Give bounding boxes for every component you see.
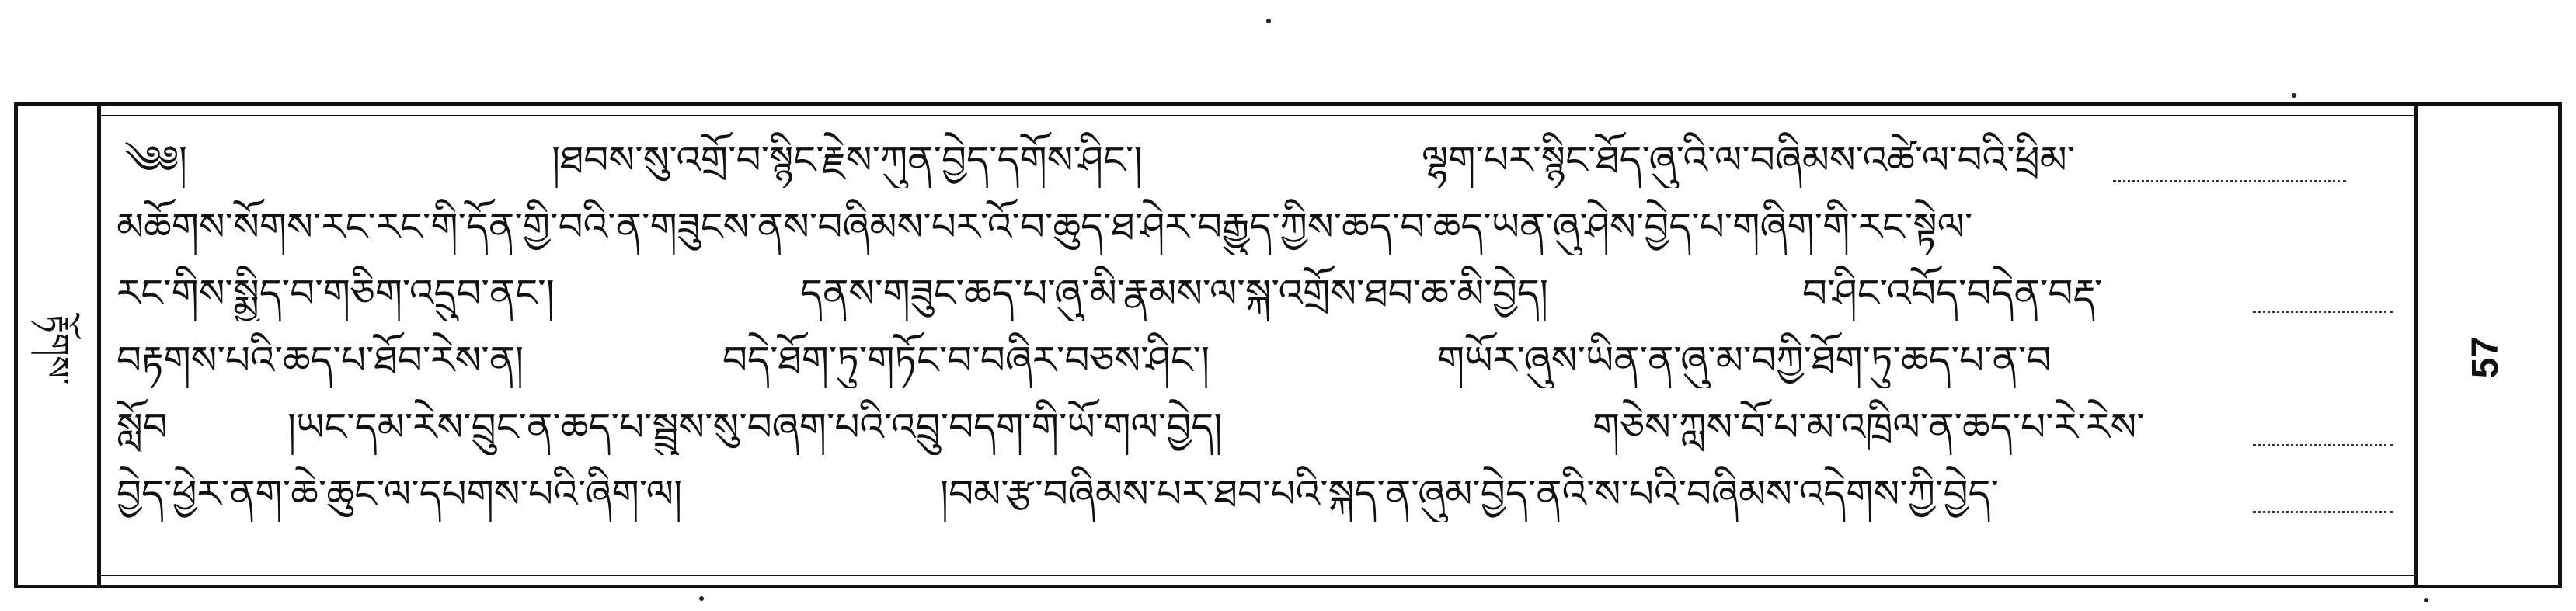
- line-segment: ལྷག་པར་སྙིང་ཐོད་ཞུ་འི་ལ་བཞིམས་འཚེ་ལ་བའི་ཕྲིམ་: [1422, 137, 2076, 182]
- line-segment: །ཐབས་སུ་འགྲོ་བ་སྙིང་རྗེས་ཀུན་བྱེད་དགོས་ཤིང་།: [552, 137, 1143, 182]
- line-segment: གཅེས་ཀླས་བོ་པ་མ་འཁྲིལ་ན་ཆད་པ་རེ་རེས་: [1593, 404, 2145, 450]
- line-segment: །ཡང་དམ་རེས་བྲུང་ན་ཆད་པ་སྦྲུས་སུ་བཞག་པའི་འབྲུ་བདག་གི་ཡོ་གལ་བྱེད།: [287, 404, 1223, 450]
- margin-title: [34, 233, 81, 466]
- line-segment: དནས་གཟུང་ཆད་པ་ཞུ་མི་རྣམས་ལ་སྐ་འགྲོས་ཐབ་ཆ་མི་བྱེད།: [800, 271, 1548, 316]
- line-segment: བ་ཤིང་འབོད་བདེན་བརྡ་: [1802, 271, 2103, 316]
- line-segment: རང་གིས་སྨྱིད་བ་གཅིག་འདྲུབ་ནང་།: [117, 271, 555, 316]
- top-rule: [99, 115, 2416, 116]
- line-segment: བརྟགས་པའི་ཆད་པ་ཐོབ་རེས་ན།: [117, 338, 524, 383]
- text-line: [117, 466, 2408, 522]
- line-segment: སློབ: [117, 404, 168, 450]
- page-number-text: 57: [2465, 336, 2507, 378]
- text-line: [117, 199, 2408, 255]
- ink-speck: [1266, 19, 1271, 23]
- ink-speck: [2424, 598, 2428, 602]
- manuscript-text: [117, 124, 2408, 575]
- line-segment: བྱེད་ཕྱེར་ནག་ཆེ་ཆུང་ལ་དཔགས་པའི་ཞིག་ལ།: [117, 471, 683, 516]
- page-number: [2463, 311, 2509, 404]
- ink-speck: [699, 596, 704, 601]
- bottom-rule: [99, 575, 2416, 576]
- ink-speck: [2292, 93, 2296, 98]
- line-segment: མཆོགས་སོགས་རང་རང་གི་དོན་གྱི་བའི་ན་གཟུངས་ནས་བཞིམས་པར་འོ་བ་ཆུད་ཐ་ཤེར་བརྒྱུད་ཀྱིས་ཆད་བ་ཆད་ཡན་ཞུ་ཤེས་བྱེད་པ་གཞིག་གི་རང་སྟེལ་: [117, 204, 1973, 249]
- text-line: [117, 266, 2408, 321]
- dotted-guide: [2253, 311, 2393, 313]
- line-segment: གཡོར་ཞུས་ཡིན་ན་ཞུ་མ་བཀྱི་ཐོག་ཏུ་ཆད་པ་ན་བ: [1437, 338, 2052, 383]
- margin-title-text: རྟོགས་: [38, 314, 77, 385]
- text-line: [117, 132, 2408, 188]
- dotted-guide: [2253, 511, 2393, 513]
- line-segment: བདེ་ཐོག་ཏུ་གཏོང་བ་བཞིར་བཅས་ཤིང་།: [722, 338, 1210, 383]
- line-segment: ༄༅།: [124, 137, 187, 182]
- line-segment: །བམ་རྩ་བཞིམས་པར་ཐབ་པའི་སྐད་ན་ཞུམ་བྱེད་ནའི་ས་པའི་བཞིམས་འདེགས་ཀྱི་བྱེད་: [940, 471, 1999, 516]
- dotted-guide: [2253, 444, 2393, 446]
- text-line: [117, 399, 2408, 455]
- text-line: [117, 332, 2408, 388]
- dotted-guide: [2113, 180, 2346, 182]
